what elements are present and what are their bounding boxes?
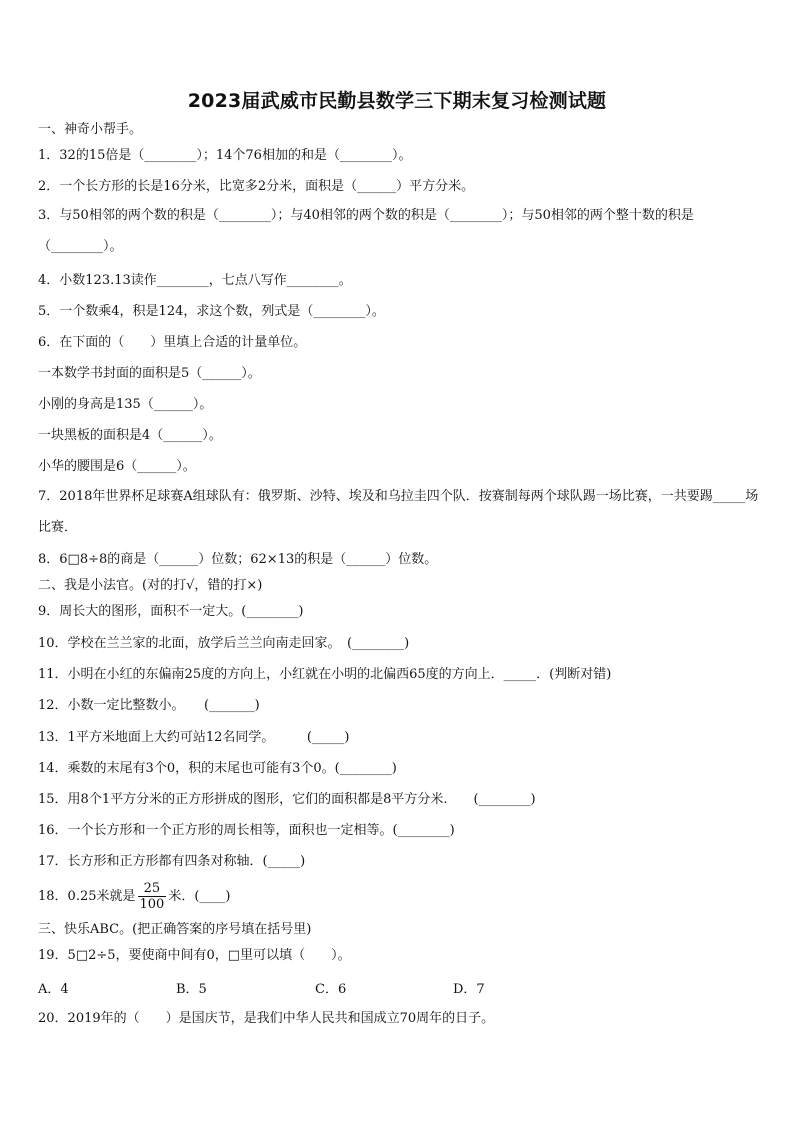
question-6-item-c: 一块黑板的面积是4（______）。: [38, 428, 222, 443]
question-7: 7．2018年世界杯足球赛A组球队有：俄罗斯、沙特、埃及和乌拉圭四个队．按赛制每两个球队踢一场比赛，一共要踢_____场比赛．: [38, 489, 759, 535]
option-b: B．5: [176, 982, 207, 997]
fraction-numerator: 25: [138, 881, 167, 897]
question-12: 12．小数一定比整数小。 (_______): [38, 698, 260, 713]
question-19: 19．5□2÷5，要使商中间有0，□里可以填（ ）。: [38, 948, 351, 963]
option-d: D．7: [453, 982, 485, 997]
question-2: 2．一个长方形的长是16分米，比宽多2分米，面积是（______）平方分米。: [38, 179, 475, 194]
question-18-suffix: 米．(____): [168, 889, 231, 904]
fraction: [138, 881, 167, 912]
question-6: 6．在下面的（ ）里填上合适的计量单位。: [38, 335, 307, 350]
option-a: A．4: [38, 982, 69, 997]
question-13: 13．1平方米地面上大约可站12名同学。 (_____): [38, 730, 350, 745]
question-16: 16．一个长方形和一个正方形的周长相等，面积也一定相等。(________): [38, 823, 455, 838]
question-3: 3．与50相邻的两个数的积是（________）；与40相邻的两个数的积是（________）；与50相邻的两个整十数的积是（________）。: [38, 208, 694, 254]
question-18: [38, 880, 763, 914]
fraction-denominator: 100: [139, 897, 165, 912]
section-heading-1: 一、神奇小帮手。: [38, 122, 143, 137]
question-10: 10．学校在兰兰家的北面，放学后兰兰向南走回家。 (________): [38, 636, 410, 651]
question-14: 14．乘数的末尾有3个0，积的末尾也可能有3个0。(________): [38, 761, 397, 776]
question-18-prefix: 18．0.25米就是: [38, 889, 136, 904]
question-17: 17．长方形和正方形都有四条对称轴．(_____): [38, 854, 306, 869]
question-6-item-d: 小华的腰围是6（______）。: [38, 459, 196, 474]
question-5: 5．一个数乘4，积是124，求这个数，列式是（________）。: [38, 304, 385, 319]
question-8: 8．6□8÷8的商是（______）位数；62×13的积是（______）位数。: [38, 552, 438, 567]
question-1: 1．32的15倍是（________）；14个76相加的和是（________）。: [38, 148, 412, 163]
exam-title: 2023届武威市民勤县数学三下期末复习检测试题: [187, 90, 607, 112]
question-15: 15．用8个1平方分米的正方形拼成的图形，它们的面积都是8平方分米. (________): [38, 792, 536, 807]
section-heading-2: 二、我是小法官。(对的打√，错的打×): [38, 578, 263, 593]
question-6-item-b: 小刚的身高是135（______）。: [38, 397, 213, 412]
question-20: 20．2019年的（ ）是国庆节，是我们中华人民共和国成立70周年的日子。: [38, 1011, 495, 1026]
section-heading-3: 三、快乐ABC。(把正确答案的序号填在括号里): [38, 922, 312, 937]
question-11: 11．小明在小红的东偏南25度的方向上，小红就在小明的北偏西65度的方向上．_____．(判断对错): [38, 667, 612, 682]
question-4: 4．小数123.13读作________，七点八写作________。: [38, 273, 352, 288]
option-c: C．6: [315, 982, 347, 997]
question-9: 9．周长大的图形，面积不一定大。(________): [38, 604, 304, 619]
question-6-item-a: 一本数学书封面的面积是5（______）。: [38, 366, 261, 381]
question-19-options: [38, 978, 763, 996]
